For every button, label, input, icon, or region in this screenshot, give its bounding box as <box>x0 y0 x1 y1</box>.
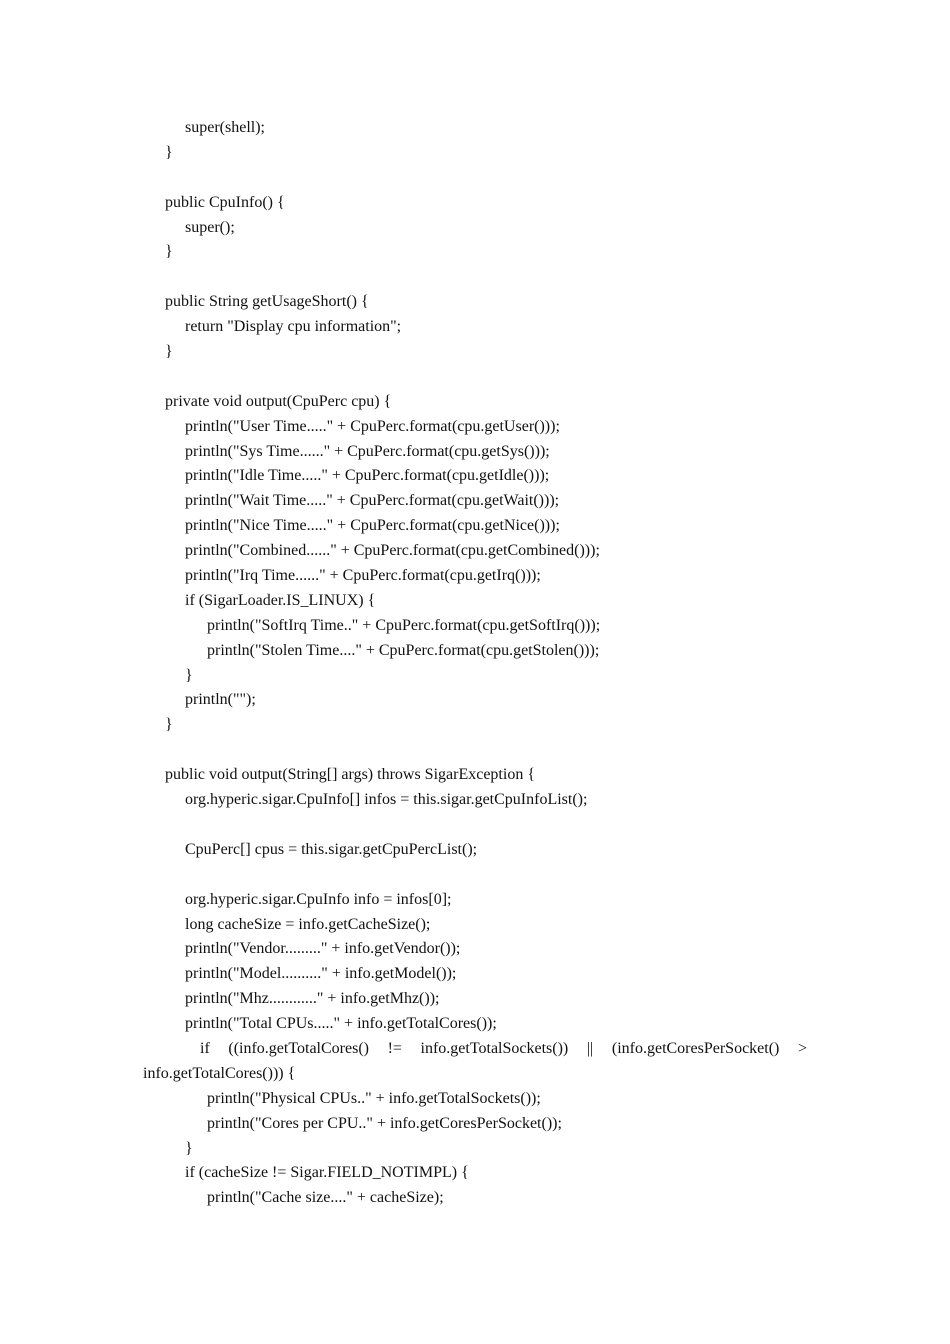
code-line: } <box>165 343 173 361</box>
code-line: println("Sys Time......" + CpuPerc.format(cpu.getSys())); <box>185 442 550 460</box>
blank-line <box>0 166 950 191</box>
code-line: return "Display cpu information"; <box>185 318 402 336</box>
code-line: println("Vendor........." + info.getVendor()); <box>185 940 461 958</box>
code-line: super(); <box>185 218 235 236</box>
blank-line <box>0 265 950 290</box>
code-line: private void output(CpuPerc cpu) { <box>165 392 392 410</box>
code-line: println("Model.........." + info.getModel()); <box>185 965 457 983</box>
code-line: println("SoftIrq Time.." + CpuPerc.format(cpu.getSoftIrq())); <box>207 616 601 634</box>
code-line: org.hyperic.sigar.CpuInfo info = infos[0]; <box>185 890 452 908</box>
code-line: if ((info.getTotalCores() != info.getTotalSockets()) || (info.getCoresPerSocket() > <box>200 1039 807 1057</box>
code-line: if (cacheSize != Sigar.FIELD_NOTIMPL) { <box>185 1164 469 1182</box>
code-line: println("Irq Time......" + CpuPerc.format(cpu.getIrq())); <box>185 567 541 585</box>
code-line: info.getTotalCores())) { <box>143 1064 296 1082</box>
code-line: println("Physical CPUs.." + info.getTotalSockets()); <box>207 1089 541 1107</box>
code-line: long cacheSize = info.getCacheSize(); <box>185 915 431 933</box>
code-line: println("Nice Time....." + CpuPerc.format(cpu.getNice())); <box>185 517 560 535</box>
code-line: if (SigarLoader.IS_LINUX) { <box>185 591 376 609</box>
code-line: org.hyperic.sigar.CpuInfo[] infos = this.sigar.getCpuInfoList(); <box>185 791 588 809</box>
code-line: println("Cache size...." + cacheSize); <box>207 1189 444 1207</box>
code-line: println("Combined......" + CpuPerc.format(cpu.getCombined())); <box>185 542 600 560</box>
code-line: println("Mhz............" + info.getMhz()); <box>185 990 440 1008</box>
code-line: } <box>185 666 193 684</box>
code-line: public String getUsageShort() { <box>165 293 369 311</box>
code-line: println("Total CPUs....." + info.getTotalCores()); <box>185 1015 497 1033</box>
code-line: println("Stolen Time...." + CpuPerc.format(cpu.getStolen())); <box>207 641 600 659</box>
code-line: } <box>165 243 173 261</box>
code-line: public CpuInfo() { <box>165 193 285 211</box>
blank-line <box>0 863 950 888</box>
code-listing <box>0 116 950 1211</box>
blank-line <box>0 813 950 838</box>
code-line: super(shell); <box>185 119 265 136</box>
code-line: CpuPerc[] cpus = this.sigar.getCpuPercList(); <box>185 840 478 858</box>
blank-line <box>0 365 950 390</box>
code-line: println("Cores per CPU.." + info.getCoresPerSocket()); <box>207 1114 562 1132</box>
blank-line <box>0 738 950 763</box>
code-line: println(""); <box>185 691 256 709</box>
code-line: } <box>185 1139 193 1157</box>
code-line: public void output(String[] args) throws SigarException { <box>165 766 535 784</box>
code-line: println("Idle Time....." + CpuPerc.format(cpu.getIdle())); <box>185 467 550 485</box>
code-line: } <box>165 143 173 161</box>
code-line: println("User Time....." + CpuPerc.format(cpu.getUser())); <box>185 417 560 435</box>
code-line: } <box>165 716 173 734</box>
code-line: println("Wait Time....." + CpuPerc.format(cpu.getWait())); <box>185 492 560 510</box>
